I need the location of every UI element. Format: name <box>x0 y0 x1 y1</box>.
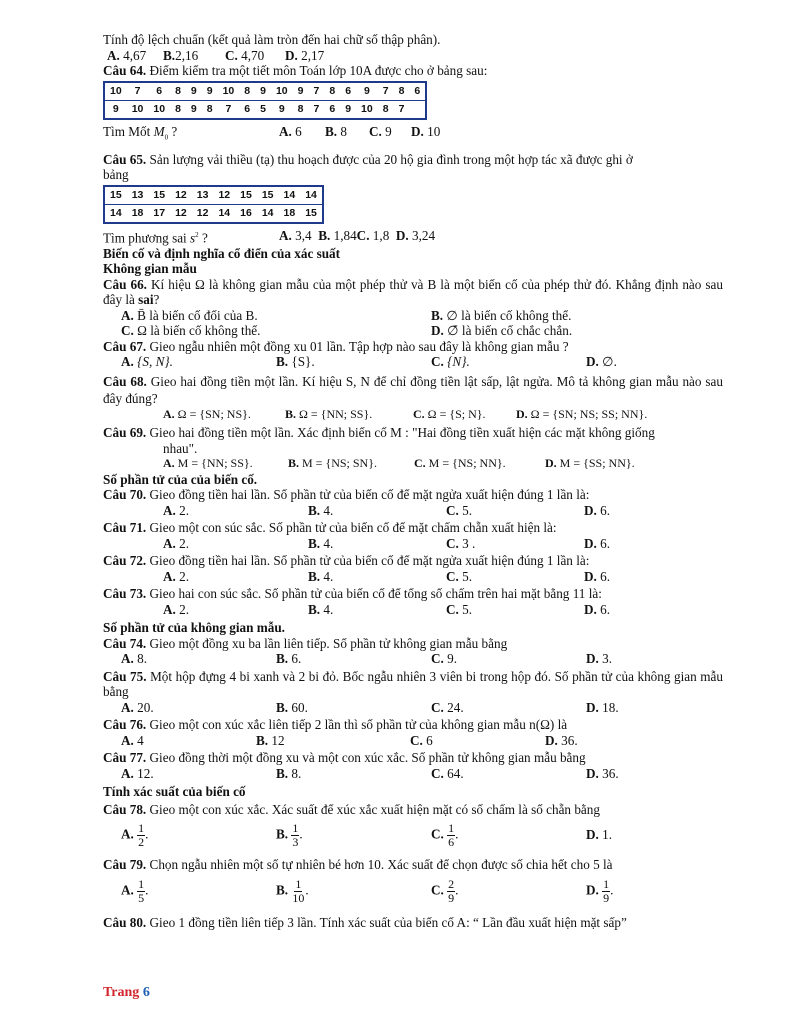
q65-option-c: C. 1,8 <box>356 227 390 243</box>
q64-option-d: D. 10 <box>411 123 441 139</box>
table-cell: 15 <box>235 186 257 205</box>
table-cell: 12 <box>196 207 209 220</box>
table-cell: 8 <box>170 82 186 101</box>
table-cell: 13 <box>127 186 149 205</box>
q65-option-b: B. 1,84 <box>318 227 357 243</box>
table-cell: 14 <box>300 186 323 205</box>
table-cell <box>409 100 426 119</box>
q72-option-d: D. 6. <box>584 568 611 584</box>
q63-option-b: B.2,16 <box>163 47 199 63</box>
q75-options <box>103 700 723 716</box>
q67-question: Câu 67. Gieo ngẫu nhiên một đồng xu 01 lần. Tập hợp nào sau đây là không gian mẫu ? <box>103 338 569 354</box>
q79-option-b: B. $\frac{1}{10}$ . <box>276 877 309 906</box>
q69-question-cont: nhau". <box>163 440 198 456</box>
table-cell: 7 <box>398 103 405 115</box>
q63-option-a: A. 4,67 <box>107 47 147 63</box>
q79-options <box>103 873 723 911</box>
q65-option-a: A. 3,4 <box>279 227 312 243</box>
q71-question: Câu 71. Gieo một con súc sắc. Số phần tử của biến cố để mặt chấm chẵn xuất hiện là: <box>103 520 557 536</box>
table-cell: 10 <box>361 103 373 115</box>
q65-question-cont: bảng <box>103 167 129 183</box>
q77-option-c: C. 64. <box>431 765 464 781</box>
table-cell: 6 <box>329 103 336 115</box>
q78-option-c: C. $\frac{1}{6}$ . <box>431 820 459 849</box>
table-cell: 10 <box>104 82 127 101</box>
q79-option-c: C. $\frac{2}{9}$ . <box>431 877 459 906</box>
q65-options <box>103 228 723 246</box>
fraction: $\frac{1}{9}$ <box>603 877 610 906</box>
q71-option-d: D. 6. <box>584 535 611 551</box>
q68-option-b: B. Ω = {NN; SS}. <box>285 406 373 421</box>
table-cell: 15 <box>148 186 170 205</box>
q79-question: Câu 79. Chọn ngẫu nhiên một số tự nhiên bé hơn 10. Xác suất để chọn được số chia hết cho 5 là <box>103 857 613 873</box>
table-cell: 12 <box>170 186 192 205</box>
table-cell: 14 <box>279 186 301 205</box>
table-cell: 6 <box>244 103 251 115</box>
q69-options <box>103 456 723 472</box>
table-cell: 12 <box>175 207 187 220</box>
q64-options <box>103 124 723 146</box>
q66-option-d: D. ∅̄ là biến cố chắc chắn. <box>431 323 573 339</box>
q64-score-table <box>103 81 427 120</box>
page-label: Trang <box>103 985 140 1000</box>
table-cell: 9 <box>186 82 202 101</box>
table-cell: 9 <box>202 82 218 101</box>
fraction: $\frac{1}{10}$ <box>292 877 305 906</box>
q73-option-d: D. 6. <box>584 601 611 617</box>
fraction: $\frac{1}{2}$ <box>138 820 145 849</box>
q64-option-c: C. 9 <box>369 123 392 139</box>
q66-option-c: C. Ω là biến cố không thể. <box>121 323 261 339</box>
q78-options <box>103 817 723 853</box>
q67-option-b: B. {S}. <box>276 354 315 370</box>
table-row <box>104 100 426 119</box>
table-cell: 16 <box>240 207 252 220</box>
q77-option-b: B. 8. <box>276 765 302 781</box>
table-cell: 7 <box>309 82 325 101</box>
table-cell: 6 <box>409 82 426 101</box>
q76-option-d: D. 36. <box>545 732 578 748</box>
q79-option-d: D. $\frac{1}{9}$ . <box>586 877 614 906</box>
table-cell: 18 <box>283 207 296 220</box>
q63-options <box>103 48 723 64</box>
q74-question: Câu 74. Gieo một đồng xu ba lần liên tiếp. Số phần tử không gian mẫu bằng <box>103 635 508 651</box>
q67-options <box>103 354 723 370</box>
table-cell: 17 <box>153 207 166 220</box>
document-page <box>103 32 723 930</box>
fraction: $\frac{2}{9}$ <box>448 877 455 906</box>
q66-option-a: A. B̄ là biến cố đối của B. <box>121 307 258 323</box>
page-number: 6 <box>142 985 150 1000</box>
table-cell: 7 <box>313 103 320 115</box>
q65-yield-table <box>103 185 324 224</box>
table-cell: 6 <box>340 82 356 101</box>
table-cell: 7 <box>378 82 394 101</box>
section-heading-probability: Tính xác suất của biến cố <box>103 784 246 800</box>
q76-option-a: A. 4 <box>121 732 144 748</box>
q73-option-a: A. 2. <box>163 601 190 617</box>
table-cell: 10 <box>131 103 144 115</box>
fraction: $\frac{1}{3}$ <box>292 820 299 849</box>
q68-option-c: C. Ω = {S; N}. <box>413 406 486 421</box>
table-cell: 6 <box>148 82 170 101</box>
q75-question: Câu 75. Một hộp đựng 4 bi xanh và 2 bi đỏ. Bốc ngẫu nhiên 3 viên bi trong hộp đó. Số phần tử của không gian mẫu bằng <box>103 668 724 700</box>
q64-option-b: B. 8 <box>325 123 347 139</box>
table-cell: 9 <box>255 82 271 101</box>
q70-option-a: A. 2. <box>163 502 190 518</box>
table-cell: 8 <box>324 82 340 101</box>
q65-option-d: D. 3,24 <box>395 227 436 243</box>
table-cell: 10 <box>218 82 240 101</box>
table-cell: 18 <box>131 207 144 220</box>
q71-options <box>103 536 723 552</box>
q76-question: Câu 76. Gieo một con xúc xắc liên tiếp 2 lần thì số phần tử của không gian mẫu n(Ω) là <box>103 717 568 733</box>
q74-option-a: A. 8. <box>121 651 148 667</box>
q76-options <box>103 733 723 749</box>
q75-option-a: A. 20. <box>121 699 154 715</box>
table-cell: 14 <box>261 207 274 220</box>
q70-option-b: B. 4. <box>308 502 334 518</box>
q64-question-line: Tìm Mốt $M_0$ ? <box>103 123 178 142</box>
q69-option-d: D. M = {SS; NN}. <box>545 456 635 471</box>
q73-question: Câu 73. Gieo hai con súc sắc. Số phần tử của biến cố để tổng số chấm trên hai mặt bằng 11 là: <box>103 586 602 602</box>
q71-option-a: A. 2. <box>163 535 190 551</box>
table-row <box>104 82 426 101</box>
q75-option-b: B. 60. <box>276 699 308 715</box>
table-cell: 13 <box>192 186 214 205</box>
table-cell: 8 <box>297 103 304 115</box>
q66-option-b: B. ∅ là biến cố không thể. <box>431 307 572 323</box>
fraction: $\frac{1}{6}$ <box>448 820 455 849</box>
table-cell: 5 <box>260 103 266 115</box>
q66-question: Câu 66. Kí hiệu Ω là không gian mẫu của một phép thử và B là một biến cố của phép thử đó. Khẳng định nào sau đây là sai? <box>103 276 724 308</box>
q74-option-c: C. 9. <box>431 651 458 667</box>
q66-options-row2 <box>103 323 723 339</box>
q64-question: Câu 64. Điểm kiểm tra một tiết môn Toán lớp 10A được cho ở bảng sau: <box>103 63 488 78</box>
q77-question: Câu 77. Gieo đồng thời một đồng xu và một con xúc xắc. Số phần tử không gian mẫu bằng <box>103 750 586 766</box>
q73-option-c: C. 5. <box>446 601 473 617</box>
table-cell: 9 <box>356 82 378 101</box>
q74-option-d: D. 3. <box>586 651 613 667</box>
q73-option-b: B. 4. <box>308 601 334 617</box>
q74-options <box>103 651 723 667</box>
q68-options <box>103 407 723 423</box>
fraction: $\frac{1}{5}$ <box>138 877 145 906</box>
q73-options <box>103 602 723 618</box>
q71-option-b: B. 4. <box>308 535 334 551</box>
table-row <box>104 186 323 205</box>
table-cell: 10 <box>153 103 166 115</box>
q77-options <box>103 766 723 782</box>
q78-option-b: B. $\frac{1}{3}$ . <box>276 820 303 849</box>
q77-option-d: D. 36. <box>586 765 619 781</box>
q67-option-d: D. ∅. <box>586 354 617 370</box>
q76-option-b: B. 12 <box>256 732 285 748</box>
table-cell: 15 <box>104 186 127 205</box>
q71-option-c: C. 3 . <box>446 535 476 551</box>
table-cell: 10 <box>271 82 293 101</box>
q78-option-a: A. $\frac{1}{2}$ . <box>121 820 149 849</box>
q72-option-a: A. 2. <box>163 568 190 584</box>
section-heading-sample-space: Không gian mẫu <box>103 261 197 277</box>
page-footer <box>103 985 150 1001</box>
table-cell: 9 <box>278 103 285 115</box>
q63-question-text: Tính độ lệch chuẩn (kết quả làm tròn đến hai chữ số thập phân). <box>103 32 441 47</box>
q69-option-c: C. M = {NS; NN}. <box>414 456 506 471</box>
q72-options <box>103 569 723 585</box>
q80-question: Câu 80. Gieo 1 đồng tiền liên tiếp 3 lần. Tính xác suất của biến cố A: “ Lần đầu xuất hiện mặt sấp” <box>103 914 627 930</box>
table-cell: 9 <box>345 103 352 115</box>
section-heading-event-count: Số phần tử của của biến cố. <box>103 471 258 487</box>
q68-question: Câu 68. Gieo hai đồng tiền một lần. Kí hiệu S, N để chỉ đồng tiền lật sấp, lật ngửa. Mô tả không gian mẫu nào sau đây đúng? <box>103 373 723 406</box>
q70-option-d: D. 6. <box>584 502 611 518</box>
q65-question-line: Tìm phương sai $s^2$ ? <box>103 230 208 246</box>
table-cell: 12 <box>213 186 235 205</box>
q69-option-a: A. M = {NN; SS}. <box>163 456 253 471</box>
section-heading-events: Biến cố và định nghĩa cổ điển của xác suất <box>103 245 341 261</box>
q76-option-c: C. 6 <box>410 732 433 748</box>
q70-options <box>103 503 723 519</box>
section-heading-sample-space-count: Số phần tử của không gian mẫu. <box>103 620 285 636</box>
q66-options-row1 <box>103 308 723 324</box>
table-cell: 15 <box>305 207 317 220</box>
table-cell: 14 <box>218 207 231 220</box>
table-cell: 8 <box>382 103 389 115</box>
q70-question: Câu 70. Gieo đồng tiền hai lần. Số phần tử của biến cố để mặt ngửa xuất hiện đúng 1 lần là: <box>103 487 590 503</box>
q63-option-d: D. 2,17 <box>285 47 325 63</box>
table-row <box>104 204 323 223</box>
q72-question: Câu 72. Gieo đồng tiền hai lần. Số phần tử của biến cố để mặt ngửa xuất hiện đúng 1 lần là: <box>103 553 590 569</box>
table-cell: 9 <box>112 103 119 115</box>
q77-option-a: A. 12. <box>121 765 154 781</box>
table-cell: 8 <box>206 103 213 115</box>
q70-option-c: C. 5. <box>446 502 473 518</box>
q68-option-a: A. Ω = {SN; NS}. <box>163 406 251 421</box>
q64-option-a: A. 6 <box>279 123 302 139</box>
q69-option-b: B. M = {NS; SN}. <box>288 456 377 471</box>
q67-option-c: C. {N}. <box>431 354 470 370</box>
table-cell: 9 <box>190 103 197 115</box>
q74-option-b: B. 6. <box>276 651 302 667</box>
q75-option-d: D. 18. <box>586 699 619 715</box>
q68-option-d: D. Ω = {SN; NS; SS; NN}. <box>516 406 648 421</box>
table-cell: 8 <box>239 82 255 101</box>
q69-question: Câu 69. Gieo hai đồng tiền một lần. Xác định biến cố M : "Hai đồng tiền xuất hiện các mặt không giống <box>103 425 655 441</box>
table-cell: 14 <box>110 207 122 220</box>
q79-option-a: A. $\frac{1}{5}$ . <box>121 877 149 906</box>
q75-option-c: C. 24. <box>431 699 464 715</box>
table-cell: 7 <box>127 82 149 101</box>
q78-option-d: D. 1. <box>586 827 613 843</box>
q67-option-a: A. {S, N}. <box>121 354 173 370</box>
table-cell: 8 <box>175 103 181 115</box>
q72-option-c: C. 5. <box>446 568 473 584</box>
q63-option-c: C. 4,70 <box>225 47 265 63</box>
table-cell: 9 <box>293 82 309 101</box>
q65-question: Câu 65. Sản lượng vải thiều (tạ) thu hoạch được của 20 hộ gia đình trong một hợp tác xã được ghi ở <box>103 151 633 167</box>
table-cell: 8 <box>394 82 410 101</box>
table-cell: 7 <box>225 103 232 115</box>
table-cell: 15 <box>257 186 279 205</box>
q72-option-b: B. 4. <box>308 568 334 584</box>
q78-question: Câu 78. Gieo một con xúc xắc. Xác suất để xúc xắc xuất hiện mặt có số chấm là số chẵn bằng <box>103 801 600 817</box>
